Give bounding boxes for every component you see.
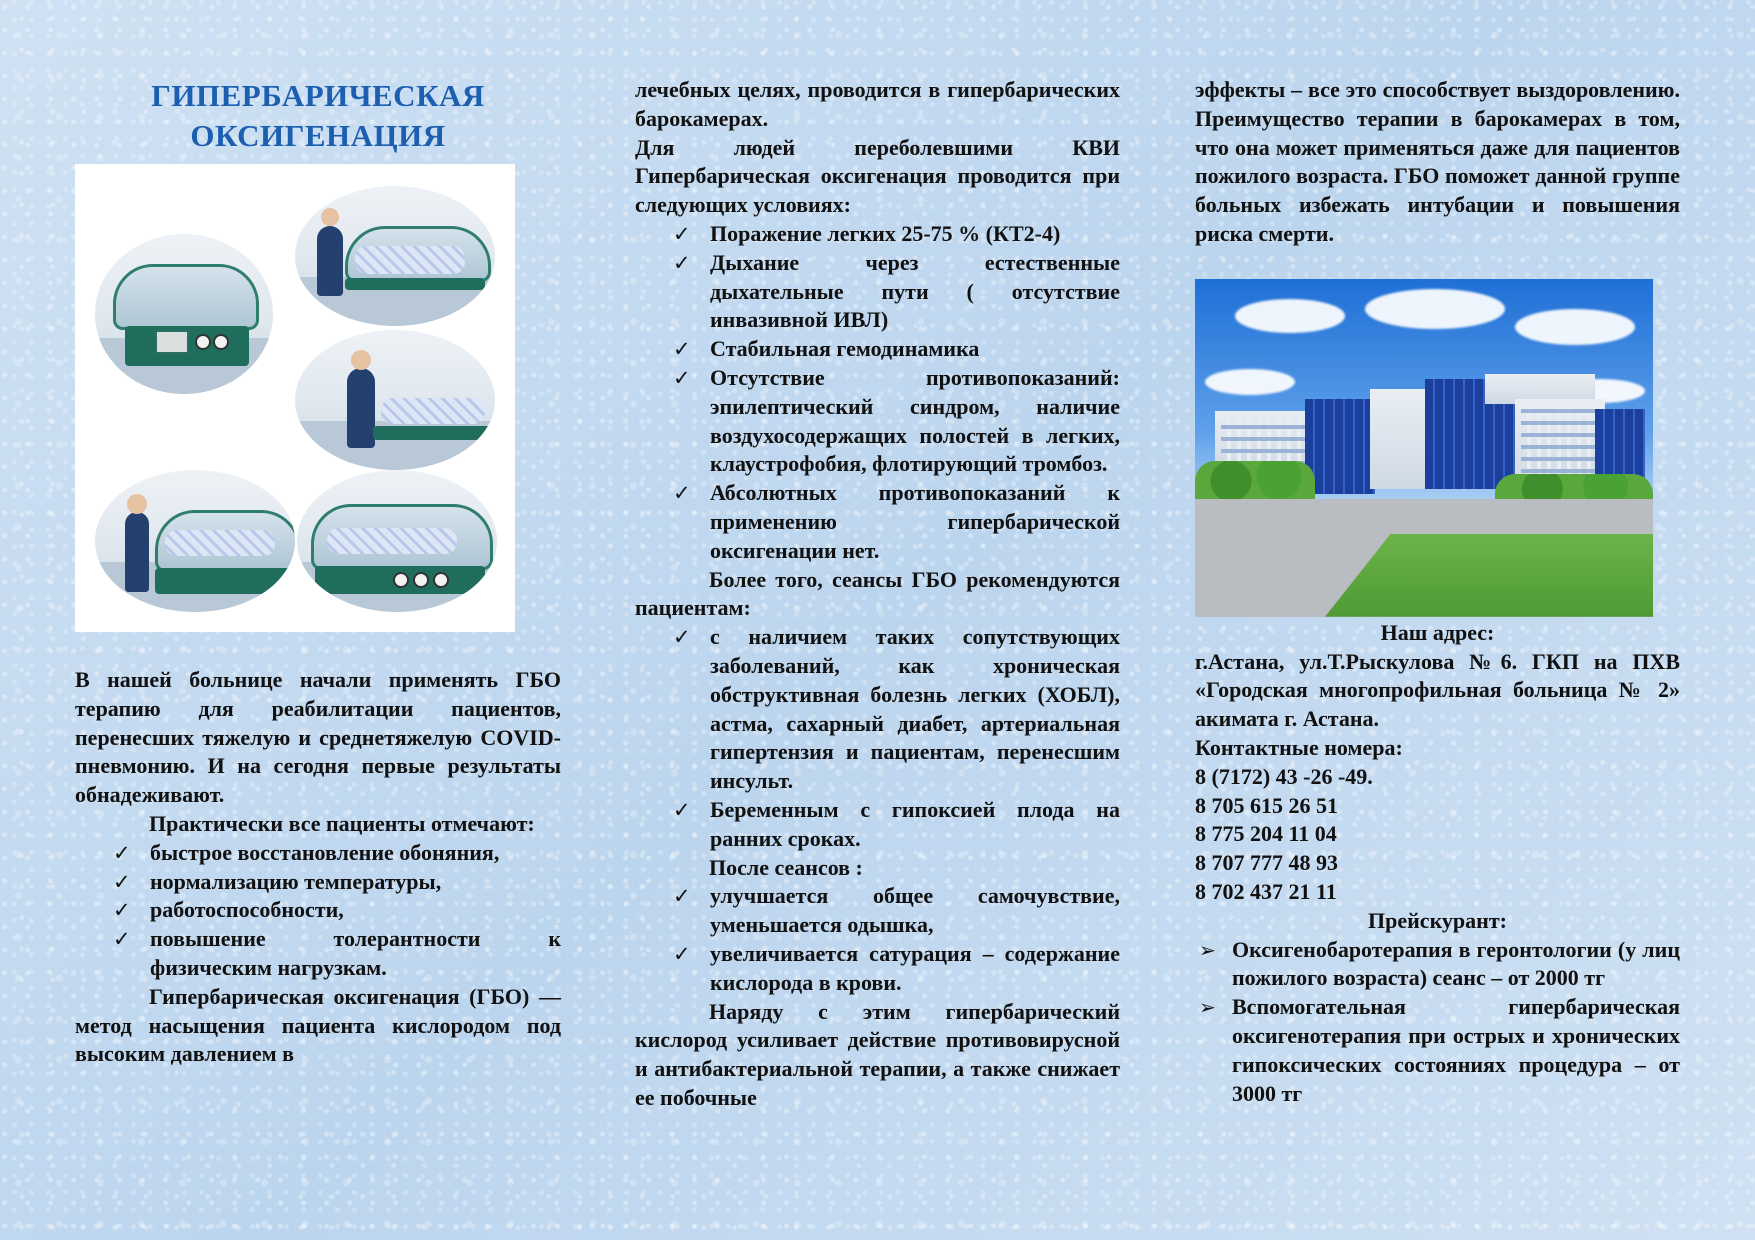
intro-paragraph: В нашей больнице начали применять ГБО терапию для реабилитации пациентов, перенесших тяжелую и среднетяжелую COVID-пневмонию. И на сегодня первые результаты обнадеживают. [75, 667, 561, 808]
conditions-list [635, 220, 1120, 566]
chamber-photo-3 [295, 330, 495, 470]
phone-number: 8 (7172) 43 -26 -49. [1195, 763, 1373, 789]
phone-number: 8 705 615 26 51 [1195, 792, 1338, 818]
chamber-photo-1 [95, 234, 273, 394]
effects-paragraph: эффекты – все это способствует выздоровлению. Преимущество терапии в барокамерах в том, что она может применяться даже для пациентов пожилого возраста. ГБО поможет данной группе больных избежать интубации и повышения риска смерти. [1195, 77, 1680, 246]
definition-paragraph: Гипербарическая оксигенация (ГБО) — метод насыщения пациента кислородом под высоким давлением в [75, 983, 561, 1067]
hyperbaric-chamber-photo-collage [75, 164, 515, 632]
patients-note-paragraph: Практически все пациенты отмечают: [149, 810, 535, 836]
conditions-intro: Для людей переболевшими КВИ Гипербарическая оксигенация проводится при следующих условиях: [635, 134, 1120, 218]
list-item: ✓ с наличием таких сопутствующих заболеваний, как хроническая обструктивная болезнь легких (ХОБЛ), астма, сахарный диабет, артериальная гипертензия и пациентам, перенесшим инсульт. [635, 623, 1120, 796]
phone-number: 8 707 777 48 93 [1195, 850, 1338, 876]
list-item: ✓ быстрое восстановление обоняния, [75, 839, 561, 868]
address-heading: Наш адрес: [1380, 619, 1495, 645]
address-text: г.Астана, ул.Т.Рыскулова №6. ГКП на ПХВ «Городская многопрофильная больница № 2» акимата г. Астана. [1195, 648, 1680, 732]
list-item: ✓ нормализацию температуры, [75, 868, 561, 897]
hospital-building-photo [1195, 279, 1653, 617]
phone-number: 8 702 437 21 11 [1195, 878, 1337, 904]
list-item: ➢ Оксигенобаротерапия в геронтологии (у лиц пожилого возраста) сеанс – от 2000 тг [1195, 936, 1680, 994]
phone-number: 8 775 204 11 04 [1195, 821, 1337, 847]
list-item: ✓ Поражение легких 25-75 % (КТ2-4) [635, 220, 1120, 249]
list-item: ✓ улучшается общее самочувствие, уменьшается одышка, [635, 882, 1120, 940]
after-sessions-heading: После сеансов : [709, 854, 863, 880]
column-right [1195, 76, 1680, 1108]
list-item: ➢ Вспомогательная гипербарическая оксигенотерапия при острых и хронических гипоксических состояниях процедура – от 3000 тг [1195, 993, 1680, 1108]
price-list [1195, 936, 1680, 1109]
list-item: ✓ увеличивается сатурация – содержание кислорода в крови. [635, 940, 1120, 998]
phone-list [1195, 763, 1680, 907]
list-item: ✓ Стабильная гемодинамика [635, 335, 1120, 364]
list-item: ✓ повышение толерантности к физическим нагрузкам. [75, 925, 561, 983]
brochure-title: ГИПЕРБАРИЧЕСКАЯ ОКСИГЕНАЦИЯ [151, 78, 485, 153]
chamber-photo-2 [295, 186, 495, 326]
list-item: ✓ Беременным с гипоксией плода на ранних сроках. [635, 796, 1120, 854]
column-left [75, 76, 561, 1069]
definition-continued: лечебных целях, проводится в гипербарических барокамерах. [635, 77, 1120, 131]
list-item: ✓ Дыхание через естественные дыхательные пути ( отсутствие инвазивной ИВЛ) [635, 249, 1120, 335]
patient-benefits-list [75, 839, 561, 983]
list-item: ✓ работоспособности, [75, 896, 561, 925]
contacts-heading: Контактные номера: [1195, 734, 1403, 760]
additional-effects-paragraph: Наряду с этим гипербарический кислород усиливает действие противовирусной и антибактериальной терапии, а также снижает ее побочные [635, 998, 1120, 1110]
recommended-intro: Более того, сеансы ГБО рекомендуются пациентам: [635, 566, 1120, 621]
price-heading: Прейскурант: [1368, 907, 1507, 933]
chamber-photo-5 [297, 470, 497, 612]
after-sessions-list [635, 882, 1120, 997]
recommended-list [635, 623, 1120, 853]
column-middle [635, 76, 1120, 1113]
list-item: ✓ Абсолютных противопоказаний к применению гипербарической оксигенации нет. [635, 479, 1120, 565]
list-item: ✓ Отсутствие противопоказаний: эпилептический синдром, наличие воздухосодержащих полостей в легких, клаустрофобия, флотирующий тромбоз. [635, 364, 1120, 479]
chamber-photo-4 [95, 470, 295, 612]
